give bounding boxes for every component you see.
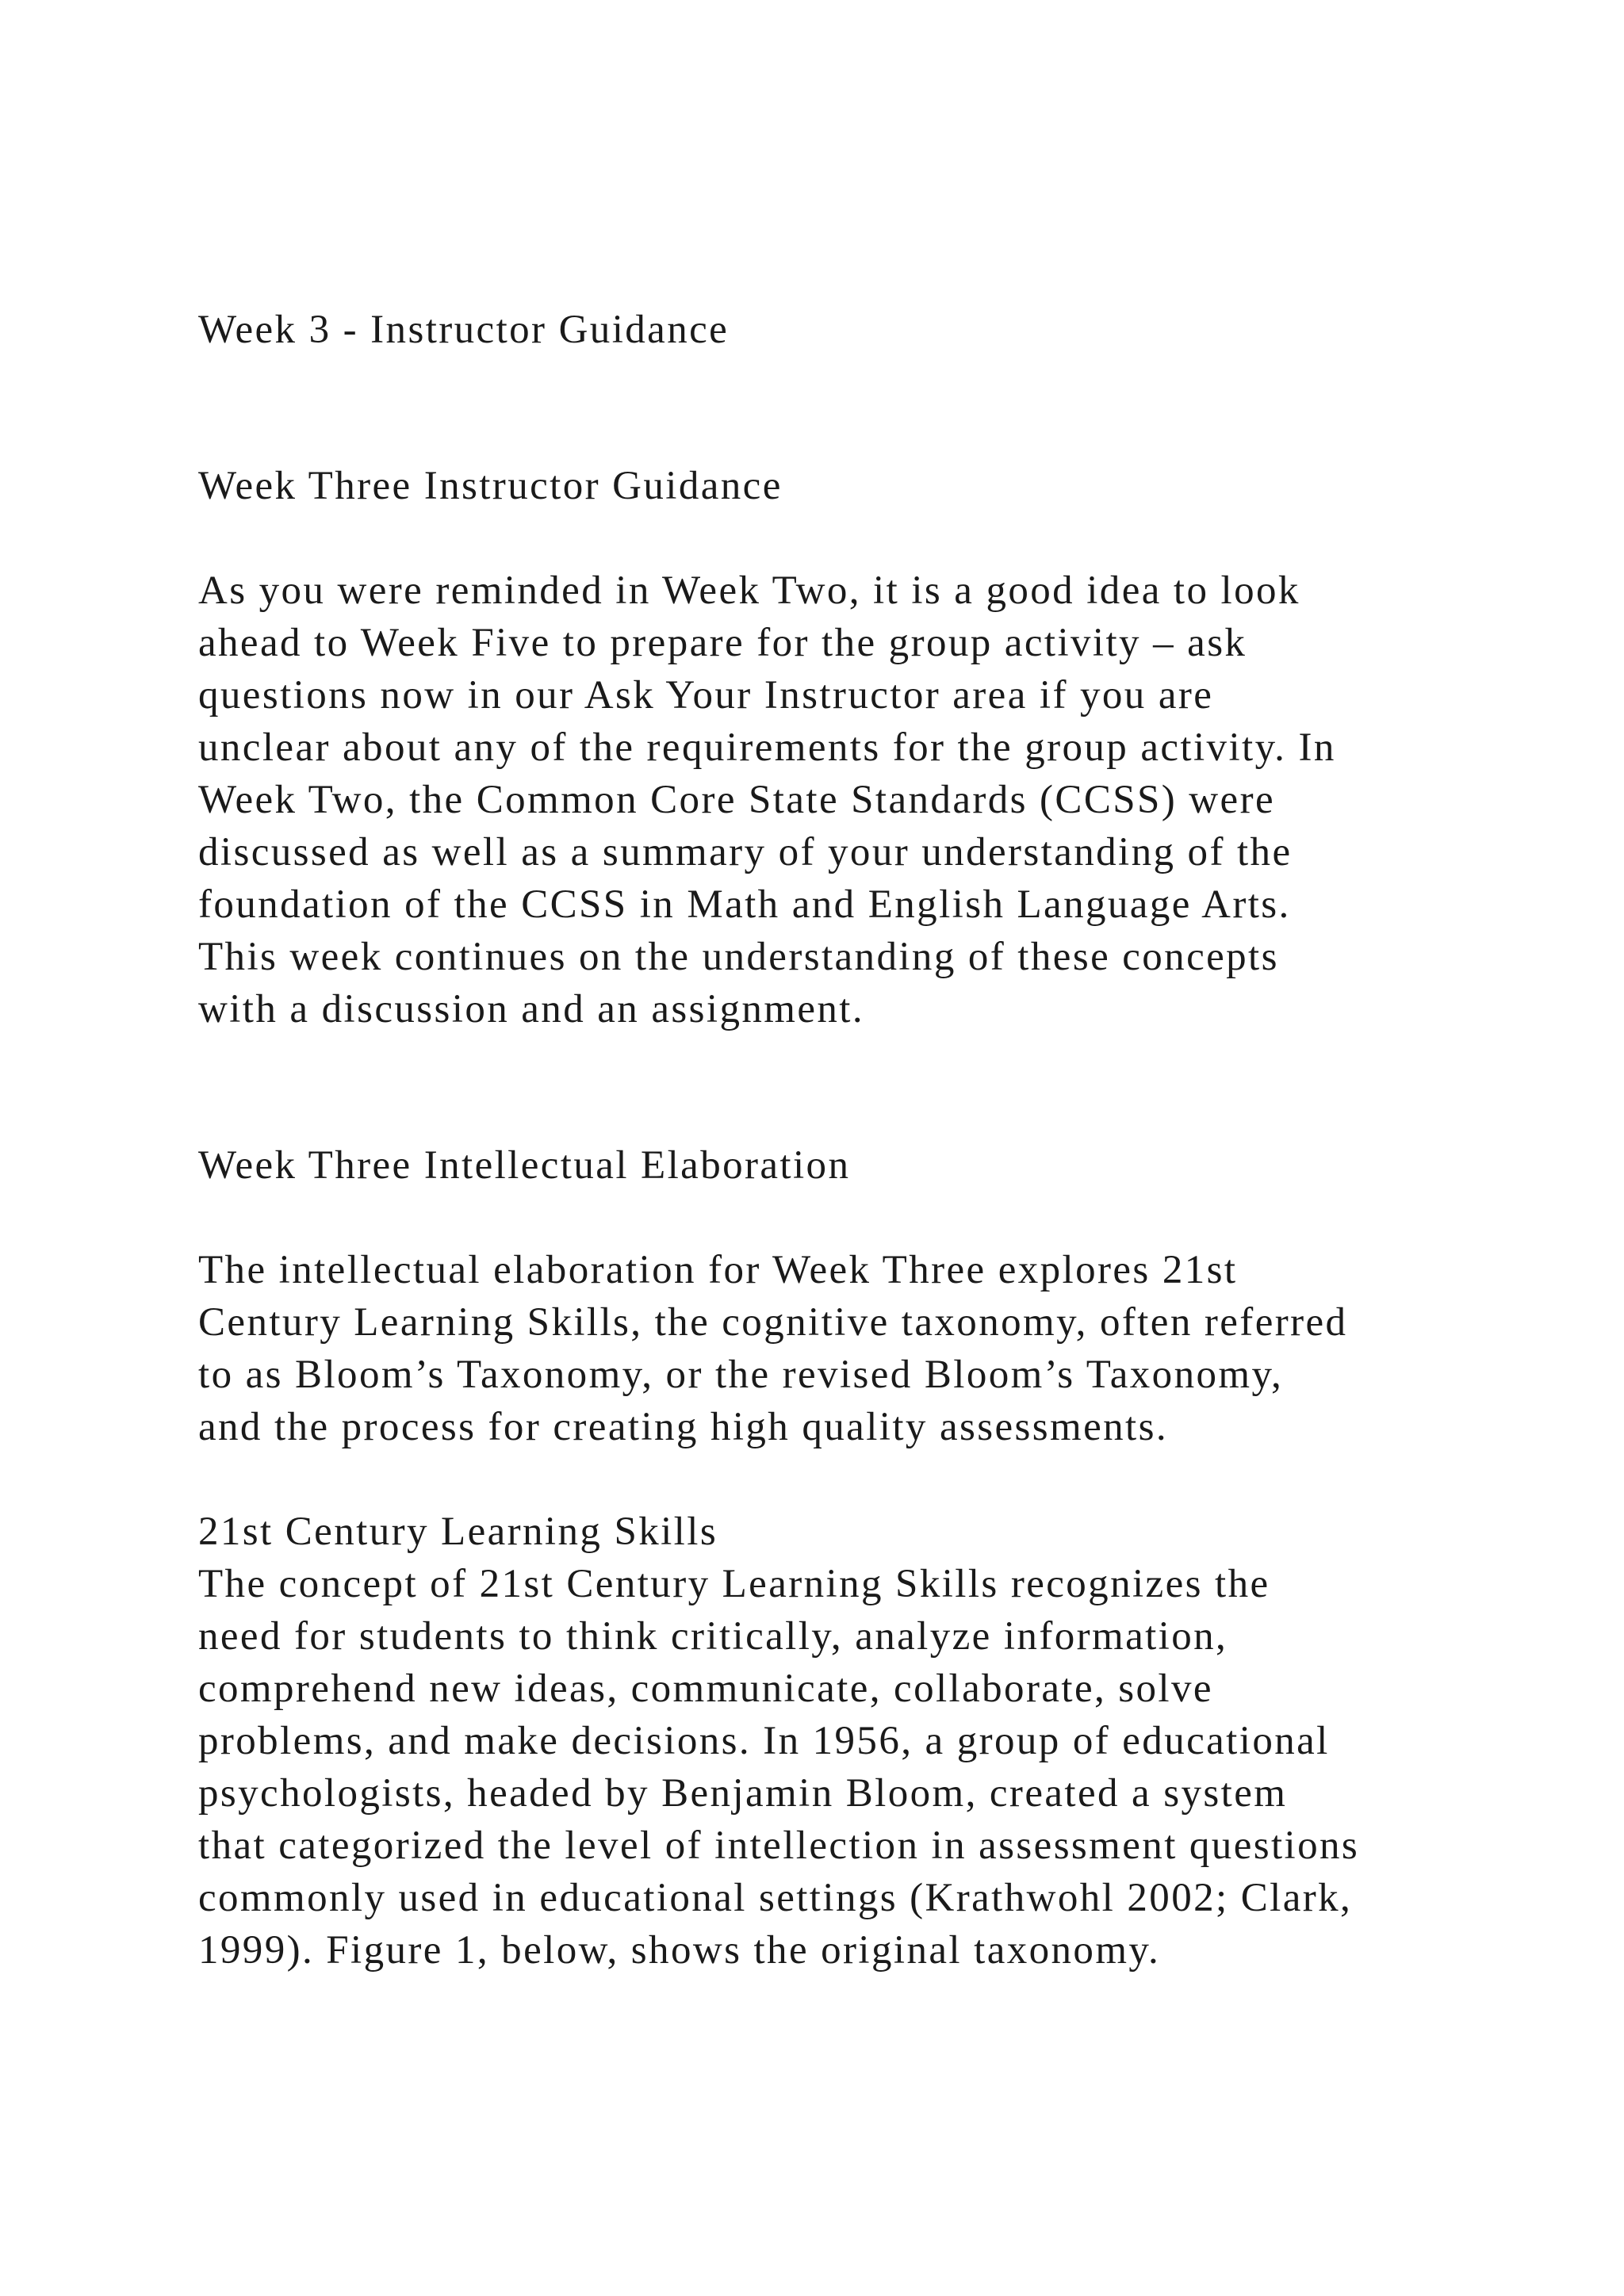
paragraph-line: that categorized the level of intellection in assessment questions	[198, 1823, 1360, 1868]
paragraph-line: and the process for creating high quality assessments.	[198, 1405, 1168, 1449]
paragraph-line: with a discussion and an assignment.	[198, 987, 864, 1031]
paragraph-line: ahead to Week Five to prepare for the group activity – ask	[198, 621, 1247, 665]
document-title: Week 3 - Instructor Guidance	[198, 308, 730, 352]
paragraph-line: comprehend new ideas, communicate, collaborate, solve	[198, 1667, 1213, 1711]
paragraph-line: discussed as well as a summary of your understanding of the	[198, 830, 1293, 874]
paragraph-line: foundation of the CCSS in Math and English Language Arts.	[198, 882, 1291, 927]
paragraph-line: unclear about any of the requirements for the group activity. In	[198, 725, 1336, 770]
paragraph-line: Century Learning Skills, the cognitive taxonomy, often referred	[198, 1300, 1348, 1345]
paragraph-line: to as Bloom’s Taxonomy, or the revised Bloom’s Taxonomy,	[198, 1353, 1284, 1397]
paragraph-line: questions now in our Ask Your Instructor area if you are	[198, 673, 1214, 718]
paragraph-line: problems, and make decisions. In 1956, a group of educational	[198, 1719, 1330, 1763]
paragraph-line: Week Two, the Common Core State Standards (CCSS) were	[198, 778, 1275, 822]
paragraph-line: need for students to think critically, analyze information,	[198, 1614, 1228, 1659]
paragraph-line: As you were reminded in Week Two, it is a good idea to look	[198, 568, 1300, 613]
section-heading: Week Three Instructor Guidance	[198, 464, 783, 508]
paragraph-line: psychologists, headed by Benjamin Bloom, created a system	[198, 1771, 1288, 1816]
paragraph-line: commonly used in educational settings (Krathwohl 2002; Clark,	[198, 1876, 1353, 1920]
paragraph-line: 1999). Figure 1, below, shows the original taxonomy.	[198, 1928, 1161, 1973]
paragraph-line: The concept of 21st Century Learning Skills recognizes the	[198, 1562, 1270, 1606]
section-heading: 21st Century Learning Skills	[198, 1510, 718, 1554]
paragraph-line: The intellectual elaboration for Week Three explores 21st	[198, 1248, 1238, 1292]
paragraph-line: This week continues on the understanding of these concepts	[198, 935, 1279, 979]
section-heading: Week Three Intellectual Elaboration	[198, 1143, 851, 1188]
